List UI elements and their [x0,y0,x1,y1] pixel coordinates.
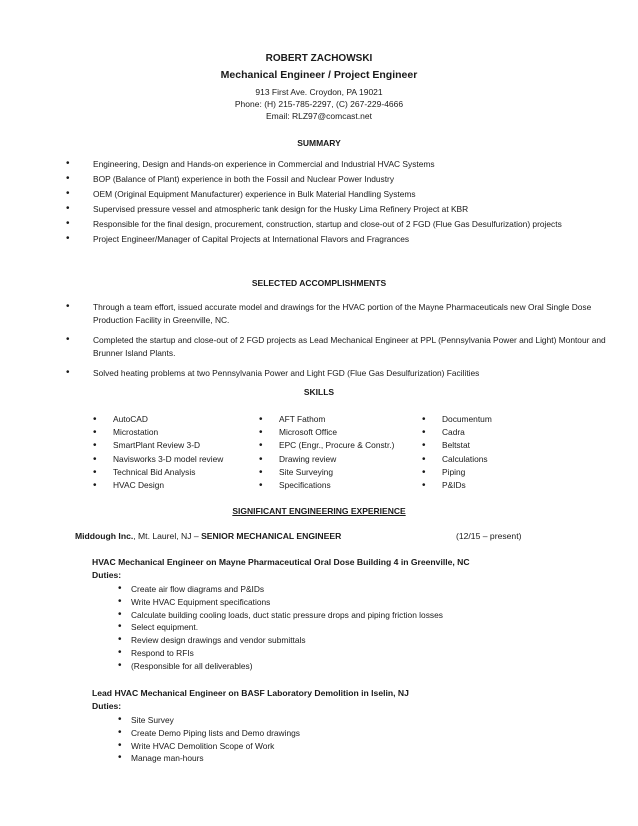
accomplishments-heading: SELECTED ACCOMPLISHMENTS [251,278,387,288]
list-item: • BOP (Balance of Plant) experience in both the Fossil and Nuclear Power Industry [66,173,606,186]
list-item: • Navisworks 3-D model review [93,453,263,466]
list-item: • Through a team effort, issued accurate model and drawings for the HVAC portion of the Mayne Pharmaceuticals new Oral Single Dose Production Facility in Greenville, NC. [66,301,606,326]
list-item: • Beltstat [422,439,592,452]
duties-list [118,583,598,673]
list-item: • Completed the startup and close-out of 2 FGD projects as Lead Mechanical Engineer at PPL (Pennsylvania Power and Light) Montour and Brunner Island Plants. [66,334,606,359]
skills-heading: SKILLS [303,387,335,397]
list-item: • OEM (Original Equipment Manufacturer) experience in Bulk Material Handling Systems [66,188,606,201]
list-item: • Specifications [259,479,429,492]
list-item: • AFT Fathom [259,413,429,426]
employment-dates: (12/15 – present) [456,531,522,541]
list-item: • Piping [422,466,592,479]
duties-list [118,714,598,765]
list-item: • Microsoft Office [259,426,429,439]
list-item: • Microstation [93,426,263,439]
list-item: • EPC (Engr., Procure & Constr.) [259,439,429,452]
duties-label: Duties: [92,701,122,711]
candidate-name: ROBERT ZACHOWSKI [265,53,373,64]
list-item: • Solved heating problems at two Pennsylvania Power and Light FGD (Flue Gas Desulfurization) Facilities [66,367,606,380]
summary-heading: SUMMARY [297,138,341,148]
list-item: • Documentum [422,413,592,426]
list-item: • Select equipment. [118,621,598,634]
list-item: • Supervised pressure vessel and atmospheric tank design for the Husky Lima Refinery Project at KBR [66,203,606,216]
list-item: • Drawing review [259,453,429,466]
list-item: • Manage man-hours [118,752,598,765]
list-item: • Project Engineer/Manager of Capital Projects at International Flavors and Fragrances [66,233,606,246]
accomplishments-list [66,301,606,380]
list-item: • AutoCAD [93,413,263,426]
employer-location: , Mt. Laurel, NJ – [133,531,202,541]
list-item: • Create Demo Piping lists and Demo drawings [118,727,598,740]
list-item: • Create air flow diagrams and P&IDs [118,583,598,596]
list-item: • SmartPlant Review 3-D [93,439,263,452]
skills-column-1 [93,413,263,492]
list-item: • P&IDs [422,479,592,492]
address: 913 First Ave. Croydon, PA 19021 [255,87,383,97]
list-item: • HVAC Design [93,479,263,492]
list-item: • (Responsible for all deliverables) [118,660,598,673]
experience-heading: SIGNIFICANT ENGINEERING EXPERIENCE [232,506,406,516]
list-item: • Respond to RFIs [118,647,598,660]
list-item: • Write HVAC Equipment specifications [118,596,598,609]
employer-name: Middough Inc. [75,531,134,541]
email: Email: RLZ97@comcast.net [266,111,372,121]
list-item: • Cadra [422,426,592,439]
duties-label: Duties: [92,570,122,580]
employer-role: SENIOR MECHANICAL ENGINEER [201,531,342,541]
list-item: • Calculate building cooling loads, duct static pressure drops and piping friction losses [118,609,598,622]
phone: Phone: (H) 215-785-2297, (C) 267-229-4666 [234,99,404,109]
skills-column-3 [422,413,592,492]
list-item: • Review design drawings and vendor submittals [118,634,598,647]
candidate-title: Mechanical Engineer / Project Engineer [220,69,418,81]
list-item: • Write HVAC Demolition Scope of Work [118,740,598,753]
skills-column-2 [259,413,429,492]
list-item: • Site Survey [118,714,598,727]
project-title: HVAC Mechanical Engineer on Mayne Pharmaceutical Oral Dose Building 4 in Greenville, NC [92,557,470,567]
list-item: • Site Surveying [259,466,429,479]
project-title: Lead HVAC Mechanical Engineer on BASF Laboratory Demolition in Iselin, NJ [92,688,409,698]
list-item: • Calculations [422,453,592,466]
list-item: • Responsible for the final design, procurement, construction, startup and close-out of 2 FGD (Flue Gas Desulfurization) projects [66,218,606,231]
list-item: • Technical Bid Analysis [93,466,263,479]
summary-list [66,158,606,246]
list-item: • Engineering, Design and Hands-on experience in Commercial and Industrial HVAC Systems [66,158,606,171]
